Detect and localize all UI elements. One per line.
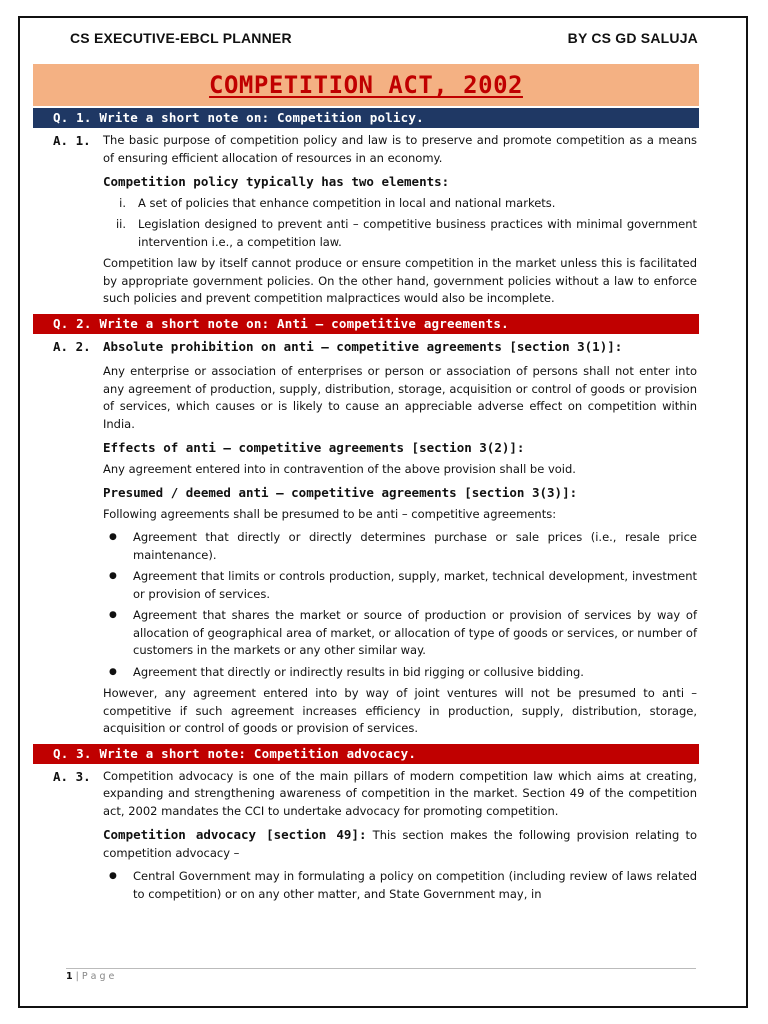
list-item: ● Agreement that directly or directly determines purchase or sale prices (i.e., resale price maintenance). <box>103 529 697 564</box>
answer-1-intro: The basic purpose of competition policy and law is to preserve and promote competition as a means of ensuring efficient allocation of resources in an economy. <box>103 133 697 165</box>
content <box>33 108 699 907</box>
answer-2-label: A. 2. <box>53 338 91 354</box>
answer-2-closing: However, any agreement entered into by way of joint ventures will not be presumed to anti – competitive if such agreement increases efficiency in production, supply, distribution, storage, acquisition or control of goods or provision of services. <box>103 686 697 735</box>
bullet-icon: ● <box>109 871 117 881</box>
answer-3-section-49 <box>103 826 697 862</box>
answer-2-head-3: Presumed / deemed anti – competitive agreements [section 3(3)]: <box>103 485 578 500</box>
question-2-bar: Q. 2. Write a short note on: Anti – competitive agreements. <box>33 314 699 334</box>
list-item: ● Agreement that directly or indirectly results in bid rigging or collusive bidding. <box>103 664 697 682</box>
question-3-bar: Q. 3. Write a short note: Competition advocacy. <box>33 744 699 764</box>
answer-1 <box>33 132 699 314</box>
header-left: CS EXECUTIVE-EBCL PLANNER <box>70 30 292 46</box>
answer-2-para-3: Following agreements shall be presumed to be anti – competitive agreements: <box>103 506 557 521</box>
answer-3-inline-head: Competition advocacy [section 49]: <box>103 827 367 842</box>
question-1-bar: Q. 1. Write a short note on: Competition policy. <box>33 108 699 128</box>
list-item: ● Agreement that limits or controls production, supply, market, technical development, investment or provision of services. <box>103 568 697 603</box>
list-item: ● Central Government may in formulating a policy on competition (including review of laws related to competition) or on any other matter, and State Government may, in <box>103 868 697 903</box>
answer-2 <box>33 338 699 744</box>
bullet-icon: ● <box>109 571 117 581</box>
page-number: 1 <box>66 971 73 982</box>
answer-3-intro: Competition advocacy is one of the main pillars of modern competition law which aims at creating, expanding and strengthening awareness of competition in the market. Section 49 of the competition act, 2002 mandates the CCI to undertake advocacy for promoting competition. <box>103 768 697 818</box>
answer-1-closing: Competition law by itself cannot produce or ensure competition in the market unless this is facilitated by appropriate government policies. On the other hand, government policies without a law to enforce such policies and prevent competition malpractices would also be incomplete. <box>103 256 697 305</box>
page-separator: | <box>72 971 82 982</box>
answer-3-label: A. 3. <box>53 768 91 784</box>
title-band <box>33 64 699 106</box>
list-item: i. A set of policies that enhance competition in local and national markets. <box>119 195 556 210</box>
answer-3-inline-text: This section makes the following provision relating to competition advocacy – <box>103 828 697 860</box>
answer-1-list <box>103 195 697 252</box>
answer-1-label: A. 1. <box>53 133 91 148</box>
page-footer <box>66 968 696 982</box>
page-word: P a g e <box>81 971 115 982</box>
list-item: ● Agreement that shares the market or source of production or provision of services by way of allocation of geographical area of market, or allocation of type of goods or services, or number of customers in the markets or any other similar way. <box>103 607 697 660</box>
answer-2-head-1: Absolute prohibition on anti – competitive agreements [section 3(1)]: <box>103 338 623 354</box>
answer-2-head-2: Effects of anti – competitive agreements [section 3(2)]: <box>103 440 525 455</box>
bullet-icon: ● <box>109 532 117 542</box>
answer-2-para-2: Any agreement entered into in contravention of the above provision shall be void. <box>103 461 576 476</box>
bullet-icon: ● <box>109 610 117 620</box>
answer-2-bullets <box>103 529 697 681</box>
header-right: BY CS GD SALUJA <box>567 30 698 46</box>
page-header <box>70 30 698 46</box>
list-item: ii. Legislation designed to prevent anti – competitive business practices with minimal government intervention i.e., a competition law. <box>115 217 697 249</box>
answer-3 <box>33 768 699 908</box>
bullet-icon: ● <box>109 666 117 677</box>
answer-2-para-1: Any enterprise or association of enterprises or person or association of persons shall not enter into any agreement of production, supply, distribution, storage, acquisition or control of goods or provision of services, which causes or is likely to cause an appreciable adverse effect on competition within India. <box>103 364 697 431</box>
document-title: COMPETITION ACT, 2002 <box>209 71 523 99</box>
answer-3-bullets <box>103 868 697 903</box>
answer-1-subhead: Competition policy typically has two elements: <box>103 174 450 189</box>
